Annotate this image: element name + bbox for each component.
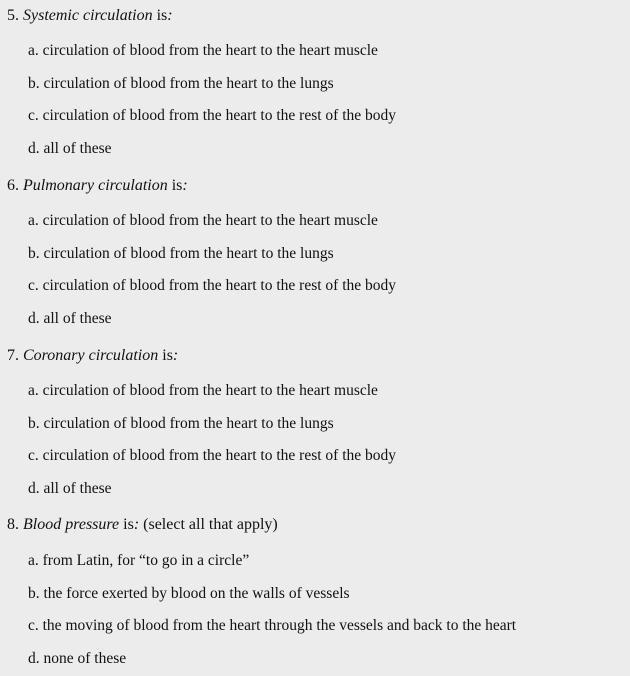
- question-stem-suffix: is: [167, 177, 183, 194]
- question-colon: :: [182, 177, 188, 194]
- question-colon: :: [167, 7, 173, 24]
- question-number: 6.: [7, 177, 19, 194]
- question-7: [0, 346, 630, 497]
- option-d[interactable]: d. none of these: [28, 649, 127, 667]
- question-stem: [7, 6, 630, 26]
- option-c[interactable]: c. the moving of blood from the heart through the vessels and back to the heart: [28, 617, 517, 634]
- question-number: 5.: [7, 7, 19, 24]
- question-note: (select all that apply): [139, 516, 278, 533]
- question-number: 7.: [7, 347, 19, 364]
- options-list: [0, 381, 396, 499]
- option-d[interactable]: d. all of these: [28, 139, 112, 157]
- question-6: [0, 176, 630, 327]
- question-5: [0, 0, 630, 157]
- question-term: Pulmonary circulation: [23, 177, 168, 194]
- question-stem: [7, 515, 630, 535]
- question-colon: :: [172, 347, 179, 364]
- question-term: Systemic circulation: [23, 7, 153, 24]
- option-b[interactable]: b. circulation of blood from the heart to the lungs: [28, 414, 334, 432]
- option-d[interactable]: d. all of these: [28, 479, 112, 497]
- option-a[interactable]: a. circulation of blood from the heart to the heart muscle: [28, 42, 378, 59]
- option-b[interactable]: b. circulation of blood from the heart to the lungs: [28, 244, 334, 262]
- question-term: Blood pressure: [23, 516, 120, 533]
- question-stem-suffix: is: [152, 7, 168, 24]
- option-a[interactable]: a. circulation of blood from the heart to the heart muscle: [28, 382, 378, 399]
- question-term: Coronary circulation: [23, 347, 159, 364]
- option-a[interactable]: a. circulation of blood from the heart to the heart muscle: [28, 212, 378, 229]
- options-list: [0, 211, 396, 329]
- option-c[interactable]: c. circulation of blood from the heart to the rest of the body: [28, 447, 397, 464]
- option-d[interactable]: d. all of these: [28, 309, 112, 327]
- question-colon: :: [133, 516, 140, 533]
- question-number: 8.: [7, 516, 19, 533]
- question-stem: [7, 346, 630, 366]
- question-stem: [7, 176, 630, 196]
- question-stem-suffix: is: [158, 347, 173, 364]
- options-list: [0, 551, 516, 669]
- option-c[interactable]: c. circulation of blood from the heart to the rest of the body: [28, 107, 397, 124]
- question-8: [0, 515, 630, 667]
- option-c[interactable]: c. circulation of blood from the heart to the rest of the body: [28, 277, 397, 294]
- option-a[interactable]: a. from Latin, for “to go in a circle”: [28, 552, 250, 569]
- option-b[interactable]: b. circulation of blood from the heart to the lungs: [28, 74, 334, 92]
- question-stem-suffix: is: [119, 516, 134, 533]
- options-list: [0, 41, 396, 159]
- option-b[interactable]: b. the force exerted by blood on the walls of vessels: [28, 584, 350, 602]
